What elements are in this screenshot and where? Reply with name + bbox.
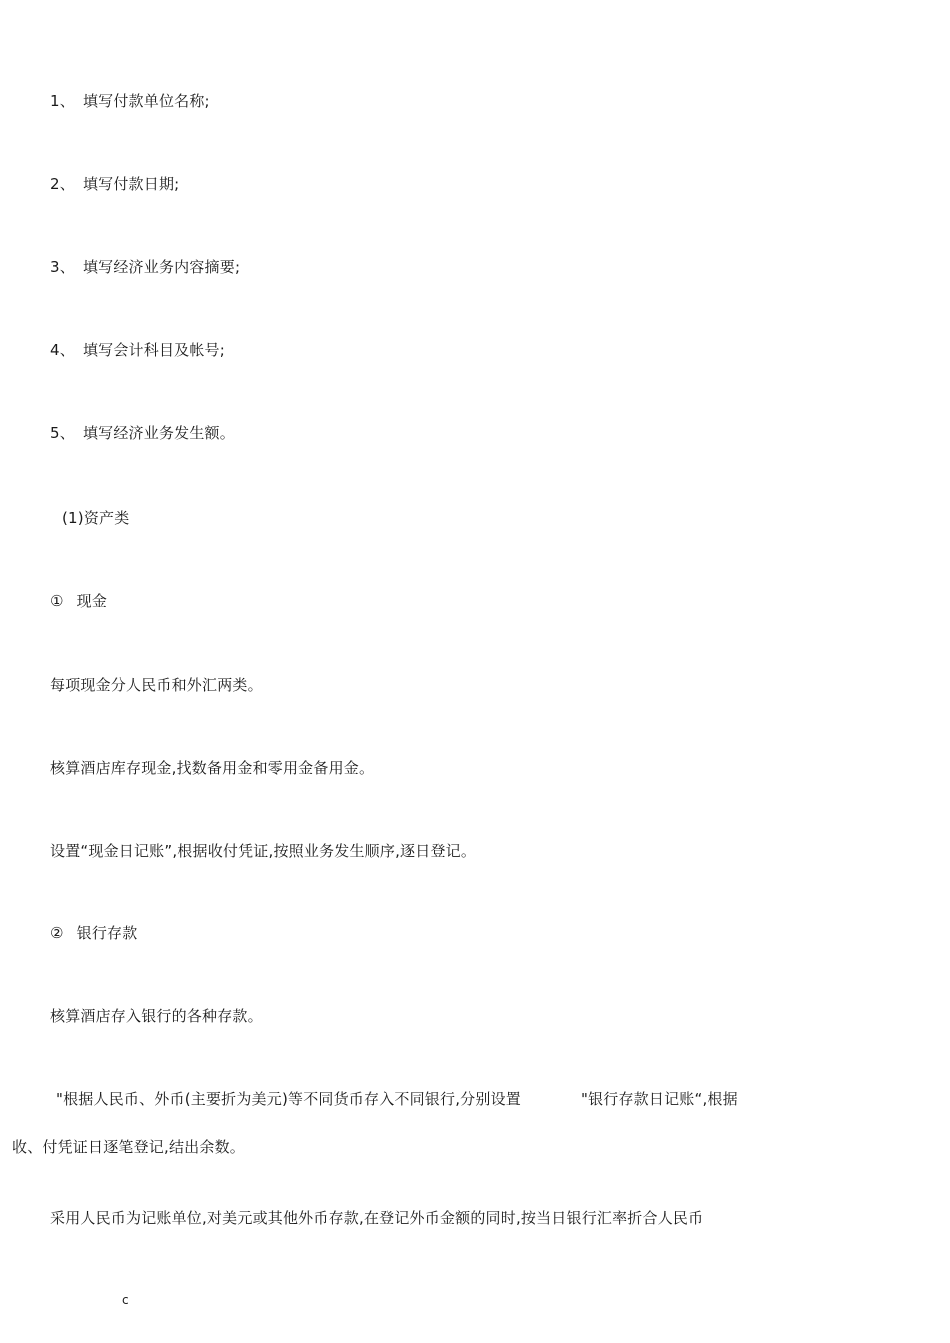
step-text: 填写经济业务内容摘要;	[82, 258, 241, 276]
step-text: 填写付款日期;	[82, 175, 180, 193]
step-number: 3、	[50, 258, 75, 276]
circled-number-1: ①	[50, 592, 64, 610]
section-heading: (1)资产类	[62, 509, 130, 527]
paragraph-continuation: 收、付凭证日逐笔登记,结出余数。	[12, 1138, 245, 1156]
paragraph: 核算酒店库存现金,找数备用金和零用金备用金。	[50, 759, 375, 777]
step-3	[50, 257, 240, 277]
step-number: 5、	[50, 424, 75, 442]
paragraph: 设置“现金日记账”,根据收付凭证,按照业务发生顺序,逐日登记。	[50, 842, 477, 860]
step-text: 填写经济业务发生额。	[82, 424, 235, 442]
step-4	[50, 340, 225, 360]
step-1	[50, 91, 210, 111]
circled-number-2: ②	[50, 924, 64, 942]
cash-title: 现金	[76, 592, 108, 610]
step-text: 填写会计科目及帐号;	[82, 341, 226, 359]
step-text: 填写付款单位名称;	[82, 92, 210, 110]
paragraph: 核算酒店存入银行的各种存款。	[50, 1007, 263, 1025]
paragraph: 每项现金分人民币和外汇两类。	[50, 676, 263, 694]
cash-heading	[50, 591, 107, 611]
footer-mark: c	[122, 1293, 129, 1307]
bank-title: 银行存款	[76, 924, 138, 942]
paragraph-part: "根据人民币、外币(主要折为美元)等不同货币存入不同银行,分别设置	[56, 1090, 521, 1108]
step-number: 4、	[50, 341, 75, 359]
paragraph-bank-ledger	[56, 1089, 738, 1109]
step-2	[50, 174, 179, 194]
paragraph: 采用人民币为记账单位,对美元或其他外币存款,在登记外币金额的同时,按当日银行汇率折合人民币	[50, 1209, 704, 1227]
step-5	[50, 423, 235, 443]
paragraph-part: "银行存款日记账“,根据	[580, 1090, 738, 1108]
step-number: 2、	[50, 175, 75, 193]
bank-heading	[50, 923, 137, 943]
step-number: 1、	[50, 92, 75, 110]
